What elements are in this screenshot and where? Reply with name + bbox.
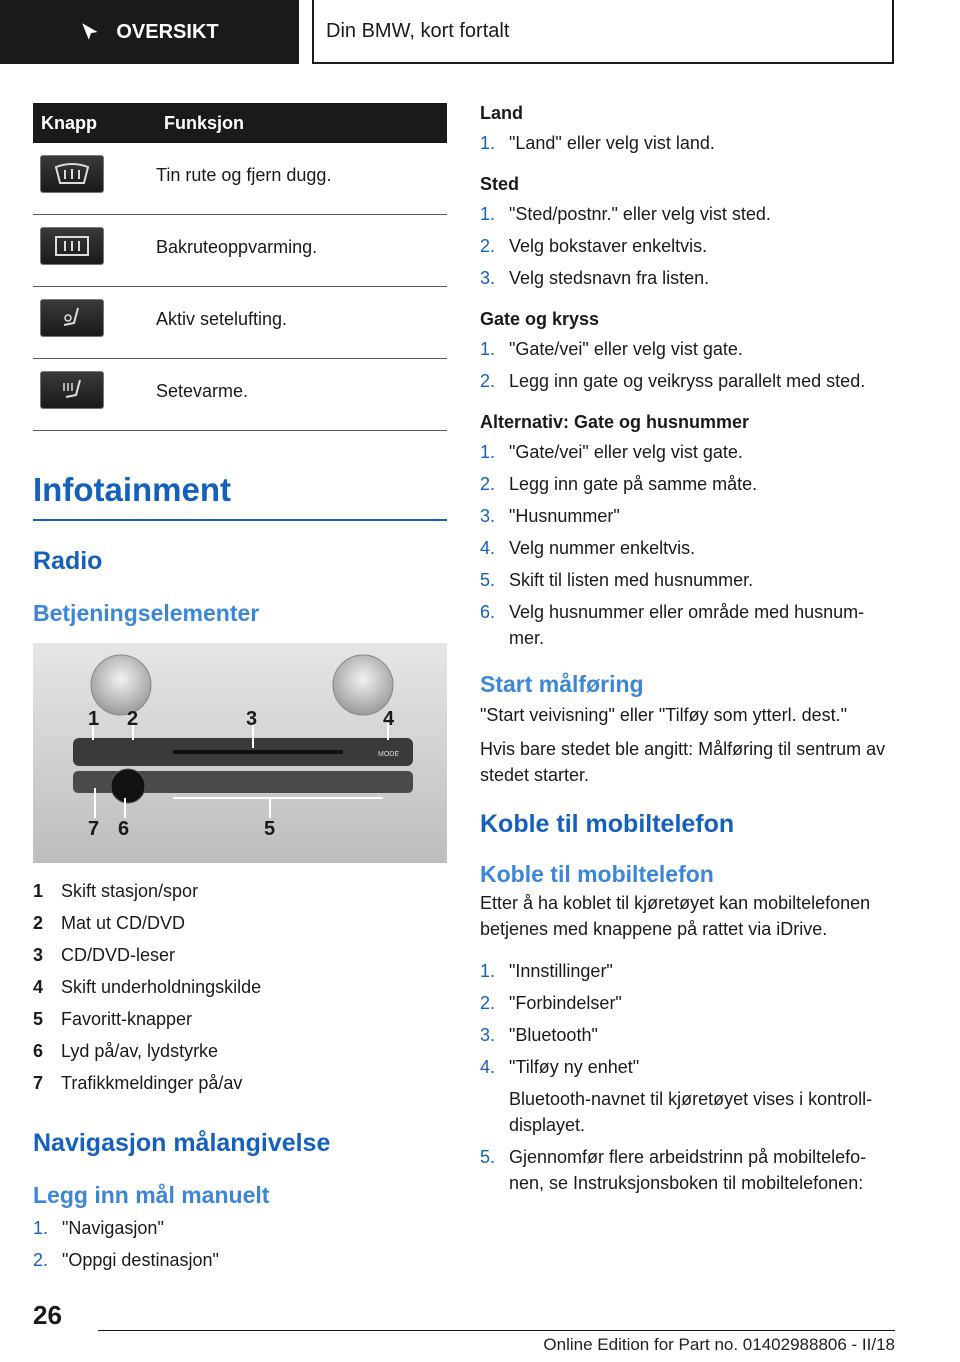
seat-heating-icon: [40, 371, 104, 409]
list-item: 6 Lyd på/av, lydstyrke: [33, 1040, 219, 1061]
table-row: [33, 287, 447, 359]
callout-7: 7: [88, 818, 100, 840]
list-item: 7 Trafikkmeldinger på/av: [33, 1072, 243, 1093]
radio-controls-image: [33, 643, 447, 863]
land-heading: Land: [480, 103, 523, 123]
table-row: [33, 215, 447, 287]
callout-2: 2: [127, 708, 139, 730]
radio-legend: [33, 875, 447, 1099]
gate-heading: Gate og kryss: [480, 309, 600, 329]
list-item: 2. "Forbindelser": [480, 993, 622, 1013]
phone-heading: Koble til mobiltelefon: [480, 810, 735, 838]
table-row: [33, 359, 447, 431]
list-item: 1 Skift stasjon/spor: [33, 880, 199, 901]
left-column: [33, 103, 447, 1279]
list-item: 5. Gjennomfør flere arbeidstrinn på mobiltelefo-nen, se Instruksjonsboken til mobiltelefonen:: [480, 1147, 867, 1193]
list-item: 2. "Oppgi destinasjon": [33, 1250, 219, 1270]
column-header-button: Knapp: [33, 103, 156, 143]
column-header-function: Funksjon: [156, 103, 447, 143]
list-item: 3 CD/DVD-leser: [33, 944, 176, 965]
list-item: 2. Velg bokstaver enkeltvis.: [480, 236, 708, 256]
list-item: 4. "Tilføy ny enhet": [480, 1057, 640, 1077]
table-cell-function: Setevarme.: [156, 381, 249, 401]
list-item: 5 Favoritt-knapper: [33, 1008, 193, 1029]
right-column: [480, 103, 900, 1202]
mode-label: MODE: [378, 751, 399, 758]
list-item: 1. "Innstillinger": [480, 961, 613, 981]
rear-window-defrost-icon: [40, 227, 104, 265]
start-guidance-heading: Start målføring: [480, 671, 644, 697]
list-item: 1. "Sted/postnr." eller velg vist sted.: [480, 204, 771, 224]
sted-heading: Sted: [480, 174, 520, 194]
table-cell-function: Bakruteoppvarming.: [156, 237, 318, 257]
list-item: 3. "Bluetooth": [480, 1025, 598, 1045]
list-item: 2. Legg inn gate og veikryss parallelt med sted.: [480, 371, 866, 391]
controls-heading: Betjeningselementer: [33, 600, 260, 626]
phone-intro: Etter å ha koblet til kjøretøyet kan mobiltelefonen betjenes med knappene på rattet via iDrive.: [480, 893, 871, 939]
pointer-icon: [80, 21, 102, 43]
radio-heading: Radio: [33, 547, 103, 575]
list-item: 1. "Gate/vei" eller velg vist gate.: [480, 442, 743, 462]
page-number: 26: [33, 1300, 62, 1330]
button-function-table: [33, 103, 447, 431]
navigation-heading: Navigasjon målangivelse: [33, 1129, 331, 1157]
section-title-infotainment: Infotainment: [33, 471, 447, 521]
list-item: 1. "Navigasjon": [33, 1218, 164, 1238]
table-cell-function: Aktiv setelufting.: [156, 309, 288, 329]
table-cell-function: Tin rute og fjern dugg.: [156, 165, 332, 185]
callout-5: 5: [264, 818, 276, 840]
alt-heading: Alternativ: Gate og husnummer: [480, 412, 750, 432]
seat-ventilation-icon: [40, 299, 104, 337]
table-row: [33, 143, 447, 215]
overview-tab-label: OVERSIKT: [116, 20, 219, 43]
phone-step4-note: Bluetooth-navnet til kjøretøyet vises i kontroll-displayet.: [509, 1089, 873, 1135]
callout-3: 3: [246, 708, 258, 730]
chapter-title: [312, 0, 894, 64]
list-item: 2. Legg inn gate på samme måte.: [480, 474, 758, 494]
chapter-title-text: Din BMW, kort fortalt: [326, 19, 510, 42]
phone-subheading: Koble til mobiltelefon: [480, 861, 714, 887]
callout-1: 1: [88, 708, 100, 730]
windshield-defrost-icon: [40, 155, 104, 193]
list-item: 1. "Gate/vei" eller velg vist gate.: [480, 339, 743, 359]
list-item: 6. Velg husnummer eller område med husnum-mer.: [480, 602, 865, 648]
list-item: 4 Skift underholdningskilde: [33, 976, 262, 997]
manual-destination-heading: Legg inn mål manuelt: [33, 1182, 270, 1208]
list-item: 3. Velg stedsnavn fra listen.: [480, 268, 710, 288]
callout-4: 4: [383, 708, 395, 730]
start-guidance-note: Hvis bare stedet ble angitt: Målføring til sentrum av stedet starter.: [480, 739, 886, 785]
list-item: 1. "Land" eller velg vist land.: [480, 133, 715, 153]
overview-tab[interactable]: [0, 0, 299, 64]
list-item: 4. Velg nummer enkeltvis.: [480, 538, 696, 558]
footer-edition: Online Edition for Part no. 01402988806 - II/18: [98, 1330, 895, 1355]
start-guidance-text: "Start veivisning" eller "Tilføy som ytterl. dest.": [480, 705, 847, 725]
list-item: 5. Skift til listen med husnummer.: [480, 570, 754, 590]
list-item: 3. "Husnummer": [480, 506, 620, 526]
list-item: 2 Mat ut CD/DVD: [33, 912, 186, 933]
callout-6: 6: [118, 818, 130, 840]
